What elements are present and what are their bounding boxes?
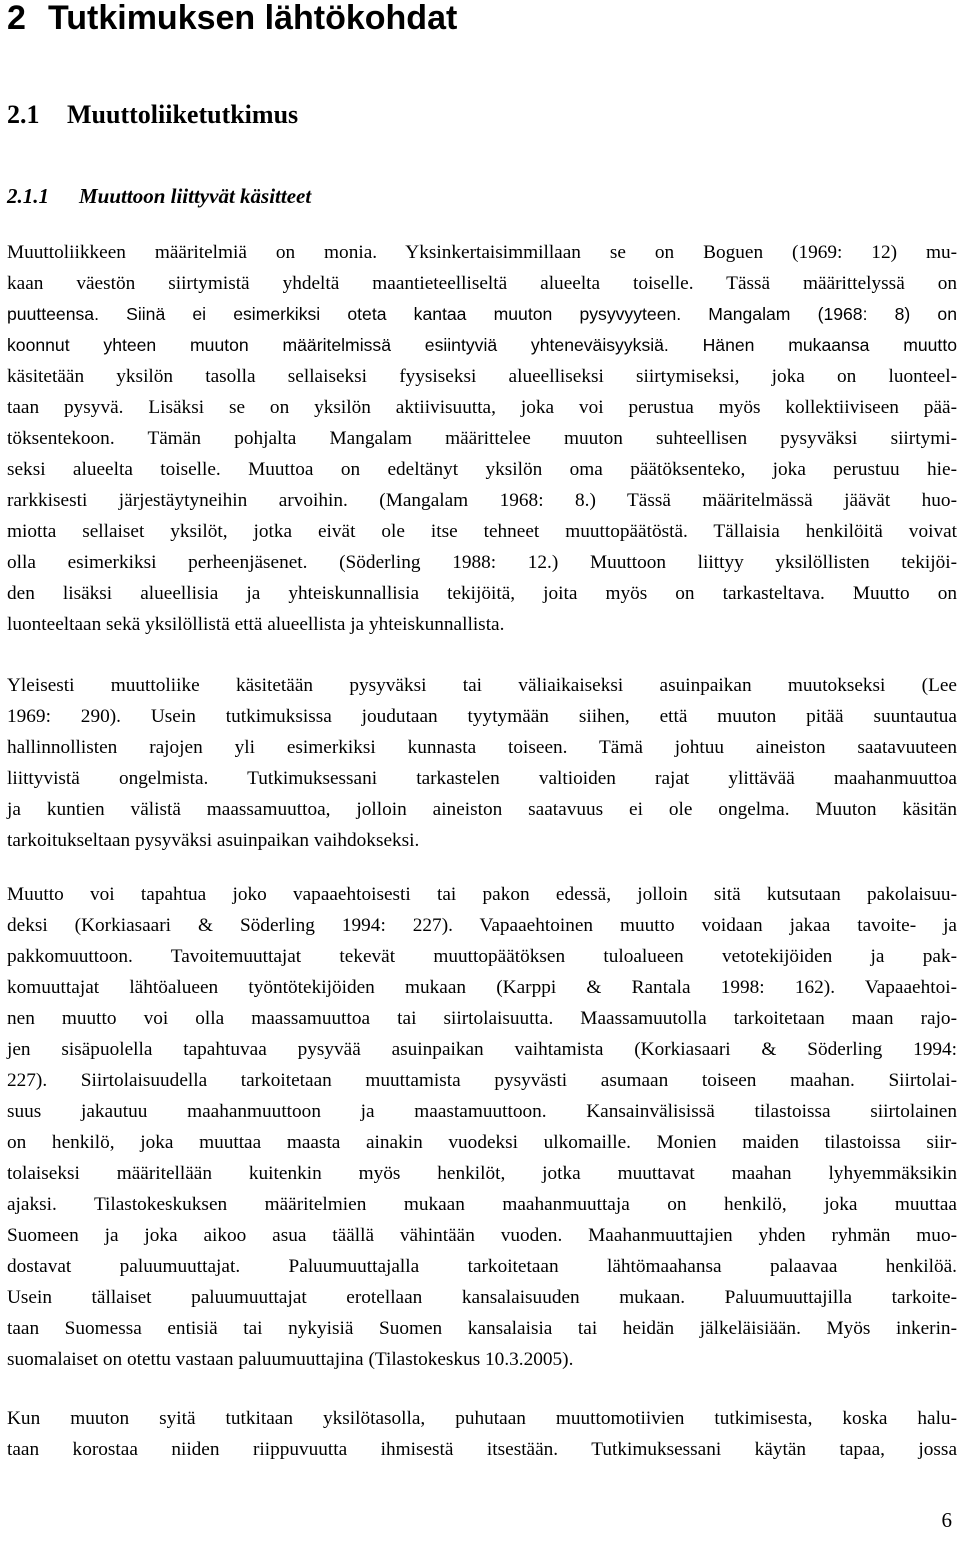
section-number: 2.1 bbox=[7, 100, 40, 129]
chapter-number: 2 bbox=[7, 0, 26, 37]
text-line: ja kuntien välistä maassamuuttoa, jolloin aineiston saatavuus ei ole ongelma. Muuton käsitän bbox=[7, 799, 957, 820]
text-line: Usein tällaiset paluumuuttajat erotellaan kansalaisuuden mukaan. Paluumuuttajilla tarkoite- bbox=[7, 1287, 957, 1308]
subsection-heading bbox=[7, 183, 311, 209]
text-line: suus jakautuu maahanmuuttoon ja maastamuuttoon. Kansainvälisissä tilastoissa siirtolainen bbox=[7, 1101, 957, 1122]
text-line: komuuttajat lähtöalueen työntötekijöiden mukaan (Karppi & Rantala 1998: 162). Vapaaehtoi- bbox=[7, 977, 957, 998]
text-line: jen sisäpuolella tapahtuvaa pysyvää asuinpaikan vaihtamista (Korkiasaari & Söderling 1994: bbox=[7, 1039, 957, 1060]
text-line: suomalaiset on otettu vastaan paluumuuttajina (Tilastokeskus 10.3.2005). bbox=[7, 1349, 574, 1370]
text-line: miotta sellaiset yksilöt, jotka eivät ole itse tehneet muuttopäätöstä. Tällaisia henkilöitä voivat bbox=[7, 521, 957, 542]
text-line: tolaiseksi määritellään kuitenkin myös henkilöt, jotka muuttavat maahan lyhyemmäksikin bbox=[7, 1163, 957, 1184]
text-line: nen muutto voi olla maassamuuttoa tai siirtolaisuutta. Maassamuutolla tarkoitetaan maan rajo- bbox=[7, 1008, 957, 1029]
text-line: deksi (Korkiasaari & Söderling 1994: 227). Vapaaehtoinen muutto voidaan jakaa tavoite- ja bbox=[7, 915, 957, 936]
text-line: seksi alueelta toiselle. Muuttoa on edeltänyt yksilön oma päätöksenteko, joka perustuu hie- bbox=[7, 459, 957, 480]
chapter-title: Tutkimuksen lähtökohdat bbox=[48, 0, 458, 37]
text-line: Suomeen ja joka aikoo asua täällä vähintään vuoden. Maahanmuuttajien yhden ryhmän muo- bbox=[7, 1225, 957, 1246]
text-line: ajaksi. Tilastokeskuksen määritelmien mukaan maahanmuuttaja on henkilö, joka muuttaa bbox=[7, 1194, 957, 1215]
text-line: 227). Siirtolaisuudella tarkoitetaan muuttamista pysyvästi asumaan toiseen maahan. Siirtolai- bbox=[7, 1070, 957, 1091]
text-line: den lisäksi alueellisia ja yhteiskunnallisia tekijöitä, joita myös on tarkasteltava. Muutto on bbox=[7, 583, 957, 604]
text-line: Muuttoliikkeen määritelmiä on monia. Yksinkertaisimmillaan se on Boguen (1969: 12) mu- bbox=[7, 242, 957, 263]
text-line: puutteensa. Siinä ei esimerkiksi oteta kantaa muuton pysyvyyteen. Mangalam (1968: 8) on bbox=[7, 304, 957, 324]
text-line: olla esimerkiksi perheenjäsenet. (Söderling 1988: 12.) Muuttoon liittyy yksilöllisten tekijöi- bbox=[7, 552, 957, 573]
text-line: rarkkisesti järjestäytyneihin arvoihin. (Mangalam 1968: 8.) Tässä määritelmässä jäävät huo- bbox=[7, 490, 957, 511]
text-line: liittyvistä ongelmista. Tutkimuksessani tarkastelen valtioiden rajat ylittävää maahanmuuttoa bbox=[7, 768, 957, 789]
text-line: Muutto voi tapahtua joko vapaaehtoisesti tai pakon edessä, jolloin sitä kutsutaan pakolaisuu- bbox=[7, 884, 957, 905]
text-line: Yleisesti muuttoliike käsitetään pysyväksi tai väliaikaiseksi asuinpaikan muutokseksi (Lee bbox=[7, 675, 957, 696]
paragraph-2 bbox=[7, 670, 957, 856]
text-line: taan Suomessa entisiä tai nykyisiä Suomen kansalaisia tai heidän jälkeläisiään. Myös inkerin- bbox=[7, 1318, 957, 1339]
text-line: koonnut yhteen muuton määritelmissä esiintyviä yhteneväisyyksiä. Hänen mukaansa muutto bbox=[7, 335, 957, 355]
text-line: taan pysyvä. Lisäksi se on yksilön aktiivisuutta, joka voi perustua myös kollektiiviseen pää- bbox=[7, 397, 957, 418]
text-line: dostavat paluumuuttajat. Paluumuuttajalla tarkoitetaan lähtömaahansa palaavaa henkilöä. bbox=[7, 1256, 957, 1277]
paragraph-1 bbox=[7, 237, 957, 640]
text-line: 1969: 290). Usein tutkimuksissa joudutaan tyytymään siihen, että muuton pitää suuntautua bbox=[7, 706, 957, 727]
section-heading bbox=[7, 100, 298, 130]
text-line: taan korostaa niiden riippuvuutta ihmisestä itsestään. Tutkimuksessani käytän tapaa, jossa bbox=[7, 1439, 957, 1460]
text-line: kaan väestön siirtymistä yhdeltä maantieteelliseltä alueelta toiselle. Tässä määrittelyssä on bbox=[7, 273, 957, 294]
text-line: pakkomuuttoon. Tavoitemuuttajat tekevät muuttopäätöksen tuloalueen vetotekijöiden ja pak- bbox=[7, 946, 957, 967]
text-line: tarkoitukseltaan pysyväksi asuinpaikan vaihdokseksi. bbox=[7, 830, 420, 851]
text-line: on henkilö, joka muuttaa maasta ainakin vuodeksi ulkomaille. Monien maiden tilastoissa siir- bbox=[7, 1132, 957, 1153]
text-line: Kun muuton syitä tutkitaan yksilötasolla, puhutaan muuttomotiivien tutkimisesta, koska halu- bbox=[7, 1408, 957, 1429]
subsection-title: Muuttoon liittyvät käsitteet bbox=[79, 184, 312, 208]
paragraph-3 bbox=[7, 879, 957, 1375]
text-line: luonteeltaan sekä yksilöllistä että alueellista ja yhteiskunnallista. bbox=[7, 614, 505, 635]
text-line: käsitetään yksilön tasolla sellaiseksi fyysiseksi alueelliseksi siirtymiseksi, joka on luonteel- bbox=[7, 366, 957, 387]
section-title: Muuttoliiketutkimus bbox=[67, 100, 299, 129]
page-number: 6 bbox=[941, 1508, 952, 1532]
chapter-heading bbox=[7, 0, 457, 36]
text-line: hallinnollisten rajojen yli esimerkiksi kunnasta toiseen. Tämä johtuu aineiston saatavuuteen bbox=[7, 737, 957, 758]
paragraph-4 bbox=[7, 1403, 957, 1465]
subsection-number: 2.1.1 bbox=[7, 184, 49, 208]
text-line: töksentekoon. Tämän pohjalta Mangalam määrittelee muuton suhteellisen pysyväksi siirtymi- bbox=[7, 428, 957, 449]
